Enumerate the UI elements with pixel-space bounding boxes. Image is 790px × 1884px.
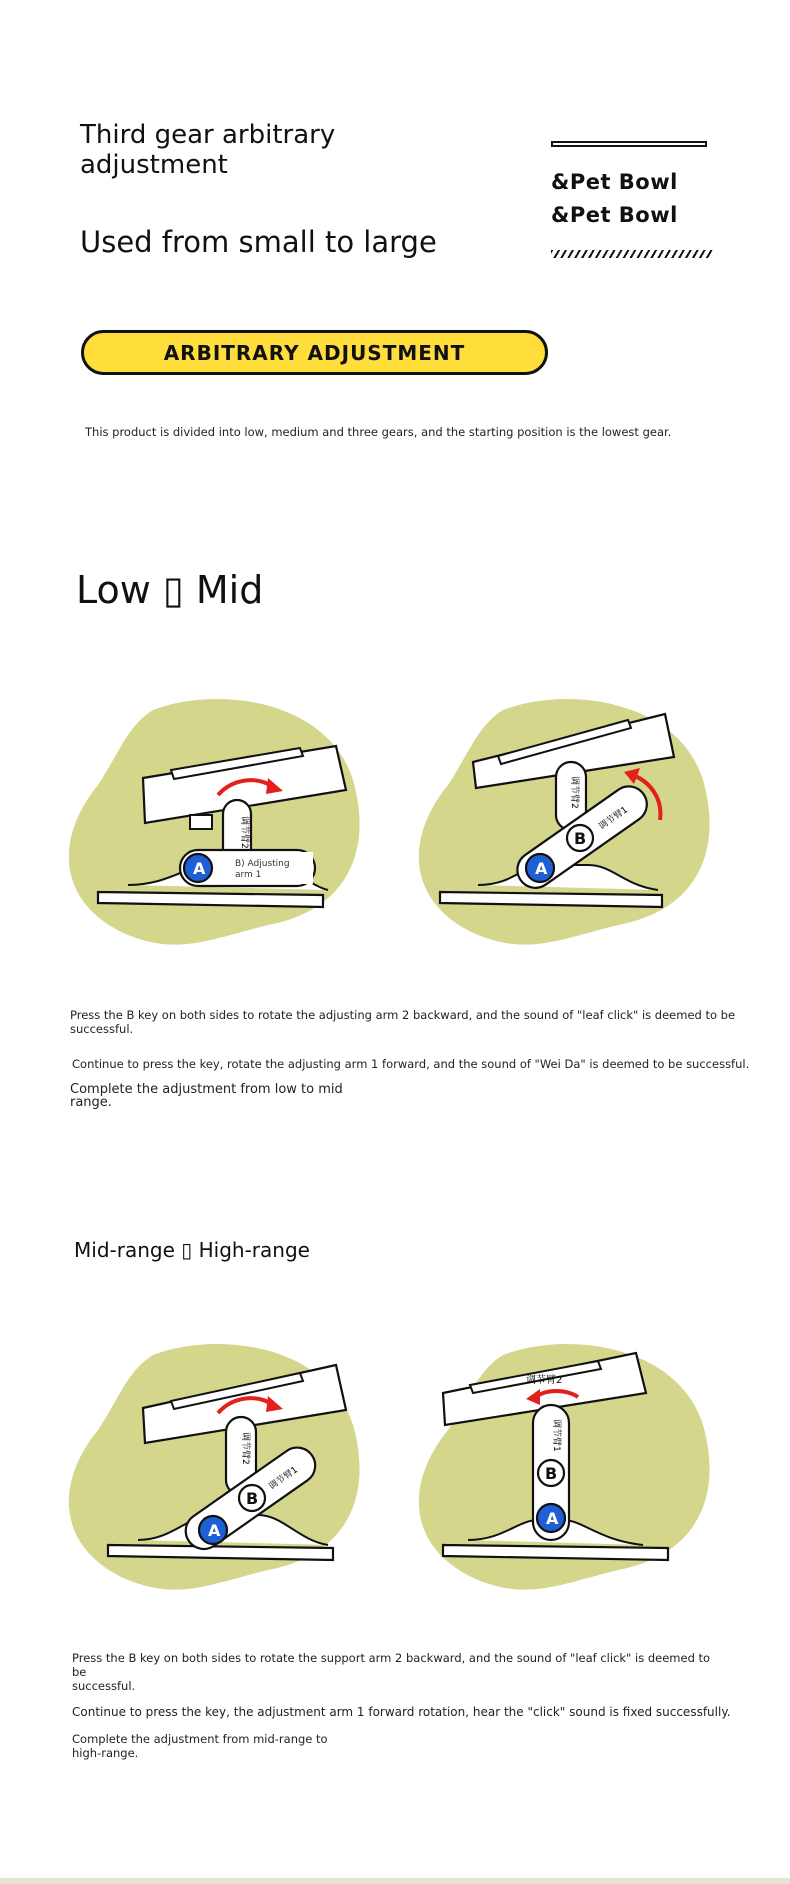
key-a-label: A (535, 859, 548, 878)
brand-text-2: &Pet Bowl (551, 203, 678, 227)
section1-title: Low ▯ Mid (76, 568, 264, 612)
intro-text: This product is divided into low, medium and three gears, and the starting position is the lowest gear. (85, 425, 672, 439)
arm1-label-cn: 调节臂1 (597, 805, 630, 833)
section2-step1-line1: Press the B key on both sides to rotate the support arm 2 backward, and the sound of "leaf click" is deemed to be (72, 1651, 711, 1679)
arm2-label-cn: 调节臂2 (569, 776, 579, 809)
diagram-low-step2 (418, 690, 718, 960)
section1-step3-line1: Complete the adjustment from low to mid (70, 1082, 343, 1097)
heading-title-line2: adjustment (80, 150, 228, 180)
arbitrary-adjustment-badge: ARBITRARY ADJUSTMENT (81, 330, 548, 375)
heading-subtitle: Used from small to large (80, 225, 437, 259)
section2-step1-line2: successful. (72, 1679, 136, 1693)
section2-step3-line1: Complete the adjustment from mid-range to (72, 1732, 328, 1746)
key-b-label: B (574, 829, 587, 848)
key-a-label: A (208, 1521, 221, 1540)
section1-step3 (70, 1083, 343, 1109)
arm2-label-cn: 调节臂2 (526, 1375, 563, 1386)
key-b-label: B (246, 1489, 259, 1508)
label-b-arm1-line1: B) Adjusting (235, 859, 290, 869)
arm1-label-cn: 调节臂1 (267, 1465, 300, 1493)
arm2-label-cn: 调节臂2 (240, 1432, 250, 1465)
label-b-arm1-line2: arm 1 (235, 870, 262, 880)
heading-title (80, 120, 335, 180)
key-a-label: A (546, 1509, 559, 1528)
arm2-label-cn: 调节臂2 (239, 816, 249, 849)
section1-step2: Continue to press the key, rotate the adjusting arm 1 forward, and the sound of "Wei Da" is deemed to be successful. (72, 1057, 750, 1071)
bowl-clamp-block (190, 815, 212, 829)
diagram-low-step1 (68, 690, 368, 960)
section2-step3 (72, 1732, 372, 1760)
section1-step1: Press the B key on both sides to rotate the adjusting arm 2 backward, and the sound of "leaf click" is deemed to be successful. (70, 1008, 736, 1036)
section2-title: Mid-range ▯ High-range (74, 1238, 310, 1262)
brand-text-1: &Pet Bowl (551, 170, 678, 194)
key-a-label: A (193, 859, 206, 878)
section2-step1 (72, 1651, 712, 1693)
section2-step2: Continue to press the key, the adjustment arm 1 forward rotation, hear the "click" sound is fixed successfully. (72, 1705, 731, 1719)
diagram-mid-step1 (68, 1335, 368, 1605)
arm1-label-cn: 调节臂1 (551, 1419, 561, 1452)
section1-step3-line2: range. (70, 1095, 112, 1110)
diagram-mid-step2 (418, 1335, 718, 1605)
bottom-image-edge (0, 1878, 790, 1884)
brand-frame-bar (551, 141, 707, 147)
section2-step3-line2: high-range. (72, 1746, 139, 1760)
key-b-label: B (545, 1464, 558, 1483)
heading-title-line1: Third gear arbitrary (80, 120, 336, 150)
brand-hatch-decoration (551, 250, 713, 258)
